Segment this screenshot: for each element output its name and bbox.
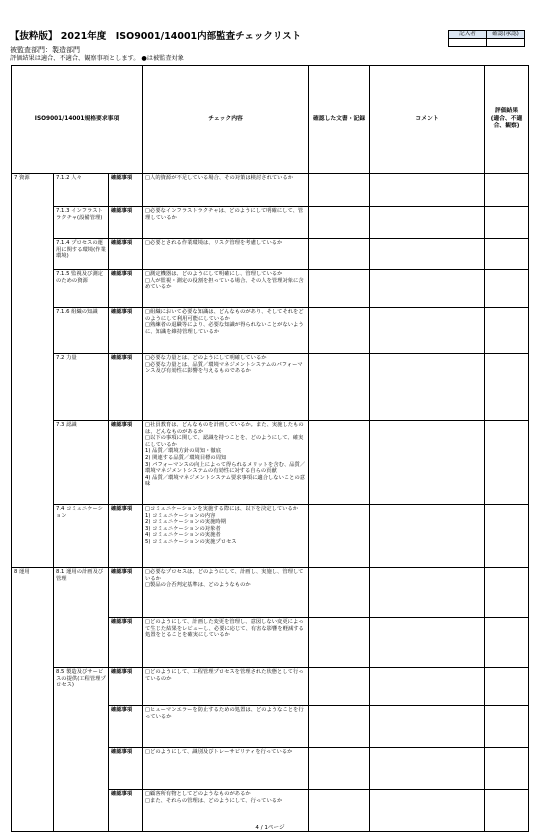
check-label: 確認事項 [109, 790, 143, 832]
document-title: 【抜粋版】 2021年度 ISO9001/14001内部監査チェックリスト [10, 31, 302, 42]
documents-field[interactable] [309, 207, 370, 239]
clause-cell: 8.1 運用の計画及び管理 [54, 568, 109, 668]
clause-cell: 7.2 力量 [54, 354, 109, 421]
check-label: 確認事項 [109, 308, 143, 354]
check-item: □どのようにして、識別及びトレーサビリティを行っているか [145, 749, 293, 755]
table-row [12, 270, 529, 308]
table-row [12, 308, 529, 354]
check-label: 確認事項 [109, 706, 143, 748]
comment-field[interactable] [370, 668, 485, 706]
table-row [12, 174, 529, 207]
evaluation-field[interactable] [485, 618, 529, 668]
comment-field[interactable] [370, 748, 485, 790]
table-row [12, 354, 529, 421]
check-content [143, 174, 309, 207]
evaluation-field[interactable] [485, 207, 529, 239]
table-row [12, 207, 529, 239]
header-evaluation: 評価結果 (適合、不適合、観察) [485, 66, 529, 174]
documents-field[interactable] [309, 354, 370, 421]
signoff-approver-field[interactable] [487, 39, 525, 47]
check-item: □顧客所有物としてどのようなものがあるか [145, 791, 251, 797]
check-item: □組織において必要な知識は、どんなものがあり、そしてそれをどのようにして利用可能にしているか [145, 309, 304, 322]
check-label: 確認事項 [109, 207, 143, 239]
signoff-header-writer: 記入者 [449, 31, 487, 39]
section-cell: 7 資源 [12, 174, 54, 568]
check-content [143, 354, 309, 421]
check-item: □以下の事項に関して、認識を持つことを、どのようにして、確実にしているか [145, 435, 304, 448]
table-row [12, 239, 529, 270]
check-content [143, 706, 309, 748]
evaluation-field[interactable] [485, 568, 529, 618]
audited-department: 被監査部門：製造部門 [10, 46, 80, 54]
comment-field[interactable] [370, 568, 485, 618]
documents-field[interactable] [309, 308, 370, 354]
documents-field[interactable] [309, 748, 370, 790]
check-item: 2) 関連する品質／環境目標の周知 [145, 454, 227, 461]
header-comment: コメント [370, 66, 485, 174]
check-label: 確認事項 [109, 174, 143, 207]
check-content [143, 239, 309, 270]
page-footer: 4 / 1ページ [255, 825, 285, 831]
check-label: 確認事項 [109, 421, 143, 505]
check-item: □必要なインフラストラクチャは、どのようにして明確にして、管理しているか [145, 208, 304, 221]
check-item: □必要なプロセスは、どのようにして、計画し、実施し、管理しているか [145, 569, 304, 582]
documents-field[interactable] [309, 421, 370, 505]
check-item: 3) パフォーマンスの向上によって得られるメリットを含む、品質／環境マネジメントシステムの有効性に対する自らの貢献 [145, 461, 306, 475]
check-label: 確認事項 [109, 239, 143, 270]
comment-field[interactable] [370, 354, 485, 421]
check-content [143, 421, 309, 505]
check-item: □人的資源が不足している場合、その対策は検討されているか [145, 175, 294, 181]
check-label: 確認事項 [109, 505, 143, 568]
comment-field[interactable] [370, 505, 485, 568]
evaluation-field[interactable] [485, 308, 529, 354]
signoff-header-approver: 確認(承認) [487, 31, 525, 39]
check-content [143, 618, 309, 668]
evaluation-field[interactable] [485, 270, 529, 308]
comment-field[interactable] [370, 174, 485, 207]
comment-field[interactable] [370, 421, 485, 505]
check-label: 確認事項 [109, 270, 143, 308]
evaluation-field[interactable] [485, 505, 529, 568]
check-label: 確認事項 [109, 568, 143, 618]
clause-cell: 7.1.2 人々 [54, 174, 109, 207]
comment-field[interactable] [370, 706, 485, 748]
documents-field[interactable] [309, 505, 370, 568]
table-row [12, 668, 529, 706]
check-item: □熟練者の退職等により、必要な知識が得られないことがないように、知識を維持管理しているか [145, 322, 304, 335]
clause-cell: 7.1.3 インフラストラクチャ(設備管理) [54, 207, 109, 239]
documents-field[interactable] [309, 668, 370, 706]
check-item: □必要な力量とは、どのようにして明確しているか [145, 355, 267, 361]
clause-cell: 7.1.6 組織の知識 [54, 308, 109, 354]
check-content [143, 505, 309, 568]
evaluation-field[interactable] [485, 354, 529, 421]
check-item: □社員教育は、どんなものを計画しているか。また、実施したものは、どんなものがあるか [145, 422, 304, 435]
check-item: □コミュニケーションを実施する際には、以下を決定しているか [145, 506, 299, 512]
table-row [12, 505, 529, 568]
check-content [143, 270, 309, 308]
table-row [12, 421, 529, 505]
header-requirement: ISO9001/14001規格要求事項 [12, 66, 143, 174]
check-item: □どのようにして、工程管理プロセスを管理された状態として行っているのか [145, 669, 304, 682]
check-item: 1) 品質／環境方針の周知・徹底 [145, 448, 222, 455]
evaluation-note: 評価結果は適合、不適合、観察事項とします。 ●は被監査対象 [10, 55, 184, 62]
header-documents: 確認した文書・記録 [309, 66, 370, 174]
check-item: 1) コミュニケーションの内容 [145, 512, 216, 519]
evaluation-field[interactable] [485, 748, 529, 790]
comment-field[interactable] [370, 270, 485, 308]
check-item: □人が監視・測定の役割を担っている場合、その人を管理対象に含めているか [145, 277, 304, 291]
check-item: □どのようにして、計画した変更を管理し、意図しない変更によって生じた結果をレビューし、必要に応じて、有害な影響を軽減する処置をとることを確実にしているか [145, 619, 304, 639]
table-row [12, 568, 529, 618]
signoff-writer-field[interactable] [449, 39, 487, 47]
section-cell: 8 運用 [12, 568, 54, 832]
documents-field[interactable] [309, 618, 370, 668]
documents-field[interactable] [309, 270, 370, 308]
documents-field[interactable] [309, 239, 370, 270]
checklist-table [11, 65, 529, 832]
comment-field[interactable] [370, 239, 485, 270]
check-item: 4) コミュニケーションの実施者 [145, 532, 221, 539]
clause-cell: 7.4 コミュニケーション [54, 505, 109, 568]
check-label: 確認事項 [109, 354, 143, 421]
check-item: 4) 品質／環境マネジメントシステム要求事項に適合しないことの意味 [145, 474, 306, 488]
clause-cell: 8.5 製造及びサービスの提供(工程管理プロセス) [54, 668, 109, 832]
check-label: 確認事項 [109, 668, 143, 706]
check-item: □必要とされる作業環境は、リスク管理を考慮しているか [145, 240, 283, 246]
documents-field[interactable] [309, 174, 370, 207]
clause-cell: 7.1.4 プロセスの運用に関する環境(作業環境) [54, 239, 109, 270]
check-item: □また、それらの管理は、どのようにして、行っているか [145, 797, 283, 804]
check-item: □測定機器は、どのようにして明確にし、管理しているか [145, 271, 283, 277]
check-item: 5) コミュニケーションの実施プロセス [145, 538, 237, 545]
signoff-box [448, 30, 525, 47]
check-item: 2) コミュニケーションの実施時期 [145, 519, 226, 526]
check-content [143, 748, 309, 790]
check-item: □必要な力量とは、品質／環境マネジメントシステムのパフォーマンス及び有効性に影響を与えるものであるか [145, 361, 303, 375]
evaluation-field[interactable] [485, 668, 529, 706]
comment-field[interactable] [370, 207, 485, 239]
evaluation-field[interactable] [485, 174, 529, 207]
evaluation-field[interactable] [485, 706, 529, 748]
check-content [143, 308, 309, 354]
check-content [143, 207, 309, 239]
documents-field[interactable] [309, 568, 370, 618]
comment-field[interactable] [370, 308, 485, 354]
documents-field[interactable] [309, 706, 370, 748]
check-content [143, 568, 309, 618]
evaluation-field[interactable] [485, 239, 529, 270]
check-label: 確認事項 [109, 618, 143, 668]
check-content [143, 668, 309, 706]
clause-cell: 7.1.5 監視及び測定のための資源 [54, 270, 109, 308]
evaluation-field[interactable] [485, 421, 529, 505]
clause-cell: 7.3 認識 [54, 421, 109, 505]
check-item: □ヒューマンエラーを防止するための処置は、どのようなことを行っているか [145, 707, 304, 720]
header-check-content: チェック内容 [143, 66, 309, 174]
check-item: □製品の合否判定基準は、どのようなものか [145, 582, 251, 589]
check-item: 3) コミュニケーションの対象者 [145, 525, 221, 532]
comment-field[interactable] [370, 618, 485, 668]
check-label: 確認事項 [109, 748, 143, 790]
